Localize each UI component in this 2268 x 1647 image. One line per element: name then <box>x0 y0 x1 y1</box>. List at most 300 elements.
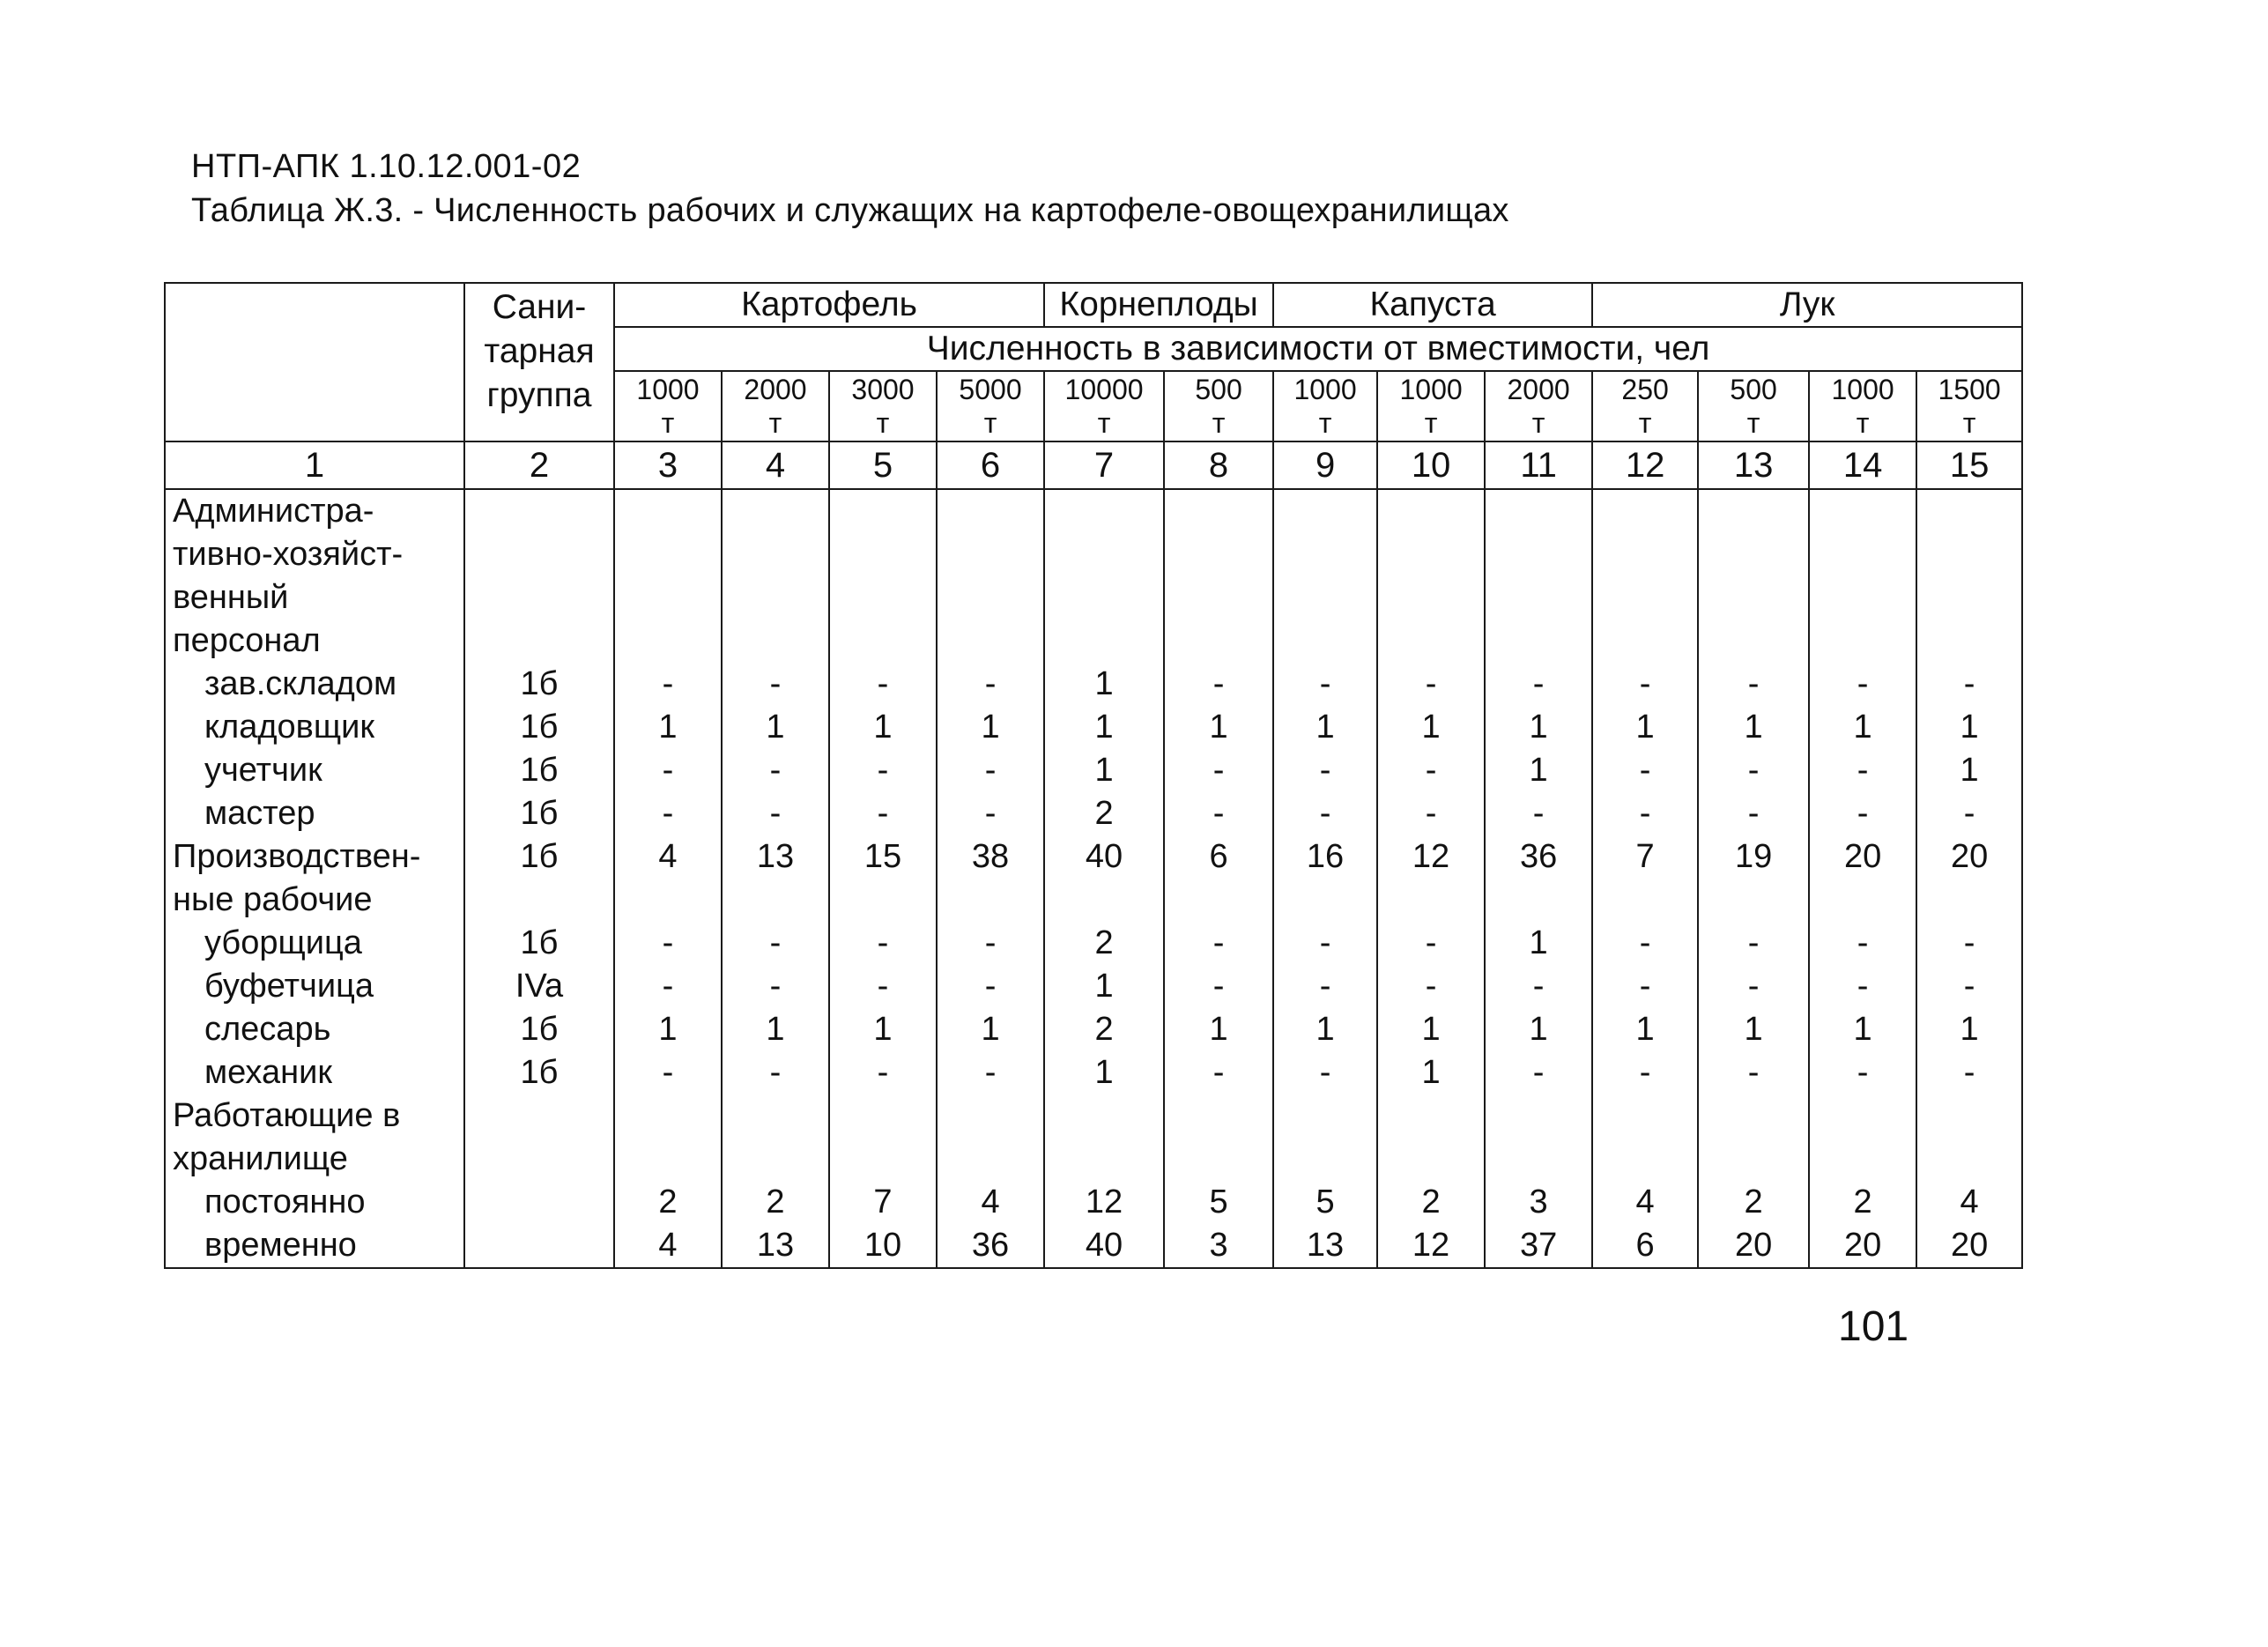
headcount-cell <box>937 879 1044 922</box>
capacity-header-cell <box>829 371 937 441</box>
headcount-cell: 15 <box>829 835 937 879</box>
headcount-cell: - <box>1698 749 1809 792</box>
headcount-cell: - <box>829 965 937 1008</box>
stub-header-cell <box>165 283 464 441</box>
headcount-cell: - <box>1377 922 1485 965</box>
headcount-cell <box>937 533 1044 576</box>
headcount-cell: 1 <box>1377 1008 1485 1051</box>
sanitary-group-cell: 1б <box>464 835 614 879</box>
table-row <box>165 835 2022 879</box>
headcount-cell: 7 <box>1592 835 1698 879</box>
headcount-cell <box>1916 533 2022 576</box>
headcount-cell <box>614 879 722 922</box>
headcount-cell: 38 <box>937 835 1044 879</box>
headcount-cell: - <box>1698 1051 1809 1094</box>
headcount-cell <box>1809 1138 1916 1181</box>
headcount-cell: 1 <box>722 706 829 749</box>
capacity-header-cell <box>1485 371 1592 441</box>
headcount-cell: - <box>937 965 1044 1008</box>
headcount-span-header: Численность в зависимости от вместимости, чел <box>614 327 2022 371</box>
headcount-cell <box>614 1138 722 1181</box>
column-number-cell: 9 <box>1273 441 1377 489</box>
headcount-cell: 4 <box>614 1224 722 1268</box>
headcount-cell: 4 <box>1592 1181 1698 1224</box>
headcount-cell: - <box>1809 749 1916 792</box>
row-label: тивно-хозяйст- <box>165 533 464 576</box>
headcount-cell: 10 <box>829 1224 937 1268</box>
headcount-cell: - <box>937 1051 1044 1094</box>
headcount-cell <box>1044 576 1164 619</box>
row-label: венный <box>165 576 464 619</box>
sanitary-group-cell <box>464 619 614 663</box>
column-number-cell: 13 <box>1698 441 1809 489</box>
headcount-cell: - <box>937 663 1044 706</box>
headcount-cell: - <box>722 922 829 965</box>
column-number-cell: 10 <box>1377 441 1485 489</box>
headcount-cell: - <box>1592 1051 1698 1094</box>
headcount-cell <box>1916 879 2022 922</box>
row-label: мастер <box>165 792 464 835</box>
headcount-cell <box>1377 879 1485 922</box>
headcount-cell <box>1044 1094 1164 1138</box>
headcount-cell <box>1164 489 1273 533</box>
headcount-cell: - <box>1164 792 1273 835</box>
headcount-cell: 1 <box>1044 706 1164 749</box>
table-row <box>165 922 2022 965</box>
headcount-cell: 16 <box>1273 835 1377 879</box>
table-row <box>165 1008 2022 1051</box>
headcount-cell: 20 <box>1916 1224 2022 1268</box>
table-row <box>165 1138 2022 1181</box>
headcount-cell: 7 <box>829 1181 937 1224</box>
headcount-cell <box>829 619 937 663</box>
headcount-cell: 13 <box>722 835 829 879</box>
headcount-cell <box>1809 489 1916 533</box>
headcount-cell <box>1698 489 1809 533</box>
headcount-cell <box>1273 533 1377 576</box>
sanitary-group-cell <box>464 576 614 619</box>
row-label: Производствен- <box>165 835 464 879</box>
capacity-header-cell <box>1164 371 1273 441</box>
headcount-cell: - <box>1164 1051 1273 1094</box>
headcount-cell: 1 <box>829 1008 937 1051</box>
headcount-cell: 20 <box>1809 1224 1916 1268</box>
table-title: Таблица Ж.3. - Численность рабочих и служащих на картофеле-овощехранилищах <box>191 192 1509 229</box>
column-number-cell: 5 <box>829 441 937 489</box>
column-number-cell: 1 <box>165 441 464 489</box>
capacity-header-cell <box>1044 371 1164 441</box>
headcount-cell: - <box>722 749 829 792</box>
headcount-cell <box>1592 489 1698 533</box>
sanitary-group-cell <box>464 1094 614 1138</box>
row-label: Работающие в <box>165 1094 464 1138</box>
headcount-cell <box>1485 576 1592 619</box>
headcount-cell: 2 <box>722 1181 829 1224</box>
headcount-cell: - <box>1377 792 1485 835</box>
headcount-cell: - <box>1916 792 2022 835</box>
headcount-cell <box>1592 533 1698 576</box>
headcount-cell: - <box>829 792 937 835</box>
headcount-cell: - <box>1273 922 1377 965</box>
capacity-header-cell <box>937 371 1044 441</box>
headcount-cell <box>829 1138 937 1181</box>
headcount-cell <box>1377 1138 1485 1181</box>
headcount-cell <box>1273 1094 1377 1138</box>
headcount-cell: - <box>1809 663 1916 706</box>
headcount-cell: - <box>1592 965 1698 1008</box>
headcount-cell: 20 <box>1916 835 2022 879</box>
headcount-cell <box>614 1094 722 1138</box>
headcount-cell <box>1592 879 1698 922</box>
headcount-cell: 1 <box>1044 1051 1164 1094</box>
headcount-cell: 1 <box>1916 706 2022 749</box>
headcount-cell: - <box>1916 965 2022 1008</box>
headcount-cell <box>1044 489 1164 533</box>
capacity-value: 2000 <box>1507 374 1570 405</box>
headcount-cell: 1 <box>1377 1051 1485 1094</box>
headcount-cell: 5 <box>1164 1181 1273 1224</box>
headcount-cell: 4 <box>1916 1181 2022 1224</box>
headcount-cell <box>829 879 937 922</box>
capacity-value: 1000 <box>636 374 700 405</box>
document-code: НТП-АПК 1.10.12.001-02 <box>191 148 582 185</box>
headcount-cell: 6 <box>1592 1224 1698 1268</box>
capacity-unit: т <box>1424 407 1438 439</box>
headcount-cell: 1 <box>1273 706 1377 749</box>
capacity-header-cell <box>1377 371 1485 441</box>
crop-group-potato: Картофель <box>614 283 1044 327</box>
headcount-cell <box>1698 879 1809 922</box>
headcount-cell <box>1164 1094 1273 1138</box>
headcount-cell: - <box>1164 922 1273 965</box>
table-row <box>165 1181 2022 1224</box>
headcount-cell: 1 <box>1698 1008 1809 1051</box>
headcount-cell <box>1044 879 1164 922</box>
headcount-cell: - <box>1698 792 1809 835</box>
headcount-cell: 2 <box>1809 1181 1916 1224</box>
headcount-cell <box>1916 1094 2022 1138</box>
headcount-cell <box>1485 1094 1592 1138</box>
headcount-cell: 1 <box>1164 706 1273 749</box>
capacity-value: 1000 <box>1831 374 1894 405</box>
headcount-cell: 1 <box>1273 1008 1377 1051</box>
headcount-cell <box>1592 1094 1698 1138</box>
sanitary-group-cell: IVa <box>464 965 614 1008</box>
headcount-cell: 36 <box>937 1224 1044 1268</box>
headcount-cell <box>1377 576 1485 619</box>
headcount-cell: - <box>722 1051 829 1094</box>
headcount-cell: - <box>1698 663 1809 706</box>
headcount-cell <box>937 1138 1044 1181</box>
headcount-cell <box>1164 879 1273 922</box>
headcount-cell <box>1698 533 1809 576</box>
capacity-header-cell <box>614 371 722 441</box>
headcount-cell: - <box>1273 749 1377 792</box>
headcount-cell <box>1916 619 2022 663</box>
table-row <box>165 1094 2022 1138</box>
sanitary-group-cell <box>464 879 614 922</box>
sanitary-group-cell: 1б <box>464 706 614 749</box>
row-label: ные рабочие <box>165 879 464 922</box>
headcount-cell <box>1485 879 1592 922</box>
headcount-cell: - <box>1592 792 1698 835</box>
sanitary-header-line: группа <box>486 376 592 414</box>
headcount-cell: - <box>1377 663 1485 706</box>
headcount-cell: 40 <box>1044 835 1164 879</box>
headcount-cell: 1 <box>1044 749 1164 792</box>
headcount-cell: - <box>829 922 937 965</box>
headcount-cell: - <box>1273 965 1377 1008</box>
column-number-cell: 15 <box>1916 441 2022 489</box>
row-label: временно <box>165 1224 464 1268</box>
row-label: постоянно <box>165 1181 464 1224</box>
headcount-cell <box>614 576 722 619</box>
row-label: Администра- <box>165 489 464 533</box>
headcount-cell <box>1916 576 2022 619</box>
table-row <box>165 1051 2022 1094</box>
headcount-cell <box>1044 1138 1164 1181</box>
headcount-cell: 3 <box>1485 1181 1592 1224</box>
headcount-cell <box>1044 533 1164 576</box>
headcount-cell: - <box>937 922 1044 965</box>
headcount-cell <box>1592 576 1698 619</box>
headcount-cell <box>1809 1094 1916 1138</box>
headcount-cell <box>1377 1094 1485 1138</box>
capacity-unit: т <box>1856 407 1870 439</box>
headcount-cell <box>722 1094 829 1138</box>
capacity-header-cell <box>1916 371 2022 441</box>
row-label: кладовщик <box>165 706 464 749</box>
headcount-cell: 4 <box>937 1181 1044 1224</box>
headcount-cell: - <box>1592 922 1698 965</box>
headcount-cell: 13 <box>1273 1224 1377 1268</box>
headcount-cell <box>1273 576 1377 619</box>
headcount-cell: - <box>1485 792 1592 835</box>
headcount-cell <box>937 576 1044 619</box>
headcount-cell: 36 <box>1485 835 1592 879</box>
headcount-cell: 3 <box>1164 1224 1273 1268</box>
headcount-cell: - <box>614 792 722 835</box>
capacity-header-cell <box>1273 371 1377 441</box>
headcount-cell: 1 <box>1916 1008 2022 1051</box>
headcount-cell: - <box>829 1051 937 1094</box>
headcount-cell: 1 <box>1044 965 1164 1008</box>
crop-group-onion: Лук <box>1592 283 2022 327</box>
headcount-cell: - <box>722 792 829 835</box>
headcount-cell <box>1273 879 1377 922</box>
row-label: зав.складом <box>165 663 464 706</box>
headcount-cell: - <box>1273 1051 1377 1094</box>
headcount-cell <box>1698 1138 1809 1181</box>
headcount-cell <box>614 619 722 663</box>
table-row <box>165 489 2022 533</box>
headcount-cell: - <box>937 792 1044 835</box>
capacity-header-cell <box>1592 371 1698 441</box>
column-number-cell: 4 <box>722 441 829 489</box>
capacity-unit: т <box>1746 407 1760 439</box>
headcount-cell <box>1273 619 1377 663</box>
table-row <box>165 792 2022 835</box>
sanitary-group-cell: 1б <box>464 663 614 706</box>
column-number-cell: 2 <box>464 441 614 489</box>
table-row <box>165 965 2022 1008</box>
headcount-cell <box>1809 619 1916 663</box>
headcount-cell: 1 <box>1164 1008 1273 1051</box>
capacity-header-cell <box>1809 371 1916 441</box>
headcount-cell: 1 <box>1592 706 1698 749</box>
headcount-cell: - <box>937 749 1044 792</box>
headcount-cell <box>1164 533 1273 576</box>
headcount-cell <box>1273 489 1377 533</box>
headcount-cell: 1 <box>1698 706 1809 749</box>
capacity-value: 5000 <box>959 374 1022 405</box>
headcount-cell <box>1916 1138 2022 1181</box>
sanitary-group-cell <box>464 1181 614 1224</box>
headcount-cell: 1 <box>1377 706 1485 749</box>
headcount-cell <box>1809 576 1916 619</box>
headcount-cell: - <box>1916 663 2022 706</box>
headcount-cell <box>1485 489 1592 533</box>
headcount-cell <box>722 1138 829 1181</box>
headcount-cell: - <box>1698 922 1809 965</box>
headcount-cell: - <box>1916 922 2022 965</box>
headcount-cell <box>1485 619 1592 663</box>
headcount-cell <box>829 533 937 576</box>
capacity-value: 1000 <box>1399 374 1463 405</box>
headcount-cell <box>614 489 722 533</box>
headcount-cell <box>1164 1138 1273 1181</box>
sanitary-header-line: Сани- <box>492 288 587 326</box>
headcount-cell: 2 <box>614 1181 722 1224</box>
column-number-cell: 14 <box>1809 441 1916 489</box>
capacity-value: 1000 <box>1293 374 1357 405</box>
sanitary-group-cell: 1б <box>464 749 614 792</box>
capacity-value: 2000 <box>744 374 807 405</box>
headcount-cell: 1 <box>1592 1008 1698 1051</box>
row-label: хранилище <box>165 1138 464 1181</box>
capacity-value: 250 <box>1621 374 1669 405</box>
column-number-cell: 7 <box>1044 441 1164 489</box>
row-label: буфетчица <box>165 965 464 1008</box>
headcount-cell <box>1377 619 1485 663</box>
headcount-cell: - <box>614 663 722 706</box>
headcount-cell <box>1698 619 1809 663</box>
row-label: персонал <box>165 619 464 663</box>
table-row <box>165 663 2022 706</box>
table-row <box>165 576 2022 619</box>
headcount-cell: 6 <box>1164 835 1273 879</box>
headcount-cell: - <box>1377 749 1485 792</box>
headcount-cell: - <box>1273 792 1377 835</box>
sanitary-group-cell: 1б <box>464 1051 614 1094</box>
headcount-cell: - <box>1164 749 1273 792</box>
headcount-cell <box>1698 1094 1809 1138</box>
capacity-unit: т <box>1962 407 1976 439</box>
headcount-cell: - <box>1809 922 1916 965</box>
row-label: слесарь <box>165 1008 464 1051</box>
capacity-value: 10000 <box>1064 374 1144 405</box>
headcount-cell <box>1164 576 1273 619</box>
headcount-cell: - <box>1698 965 1809 1008</box>
headcount-cell <box>1592 619 1698 663</box>
headcount-cell: 12 <box>1044 1181 1164 1224</box>
headcount-cell: - <box>1485 1051 1592 1094</box>
headcount-cell: - <box>614 749 722 792</box>
headcount-cell: - <box>1809 792 1916 835</box>
headcount-cell <box>722 533 829 576</box>
headcount-cell: 1 <box>1485 922 1592 965</box>
headcount-cell: - <box>1592 749 1698 792</box>
headcount-cell <box>1164 619 1273 663</box>
sanitary-group-cell <box>464 533 614 576</box>
headcount-cell: 1 <box>937 1008 1044 1051</box>
row-label: уборщица <box>165 922 464 965</box>
headcount-cell <box>829 576 937 619</box>
headcount-cell <box>1809 879 1916 922</box>
headcount-cell: 1 <box>937 706 1044 749</box>
page-number: 101 <box>1838 1303 1909 1350</box>
headcount-cell: 1 <box>1916 749 2022 792</box>
headcount-cell: - <box>1164 965 1273 1008</box>
column-number-cell: 12 <box>1592 441 1698 489</box>
headcount-cell: - <box>1164 663 1273 706</box>
capacity-value: 1500 <box>1938 374 2001 405</box>
capacity-unit: т <box>983 407 997 439</box>
table-row <box>165 879 2022 922</box>
headcount-cell: - <box>1592 663 1698 706</box>
headcount-cell <box>1809 533 1916 576</box>
table-row <box>165 706 2022 749</box>
headcount-cell <box>829 489 937 533</box>
headcount-cell <box>1916 489 2022 533</box>
capacity-unit: т <box>768 407 782 439</box>
capacity-unit: т <box>876 407 890 439</box>
headcount-cell: 1 <box>1044 663 1164 706</box>
sanitary-group-header <box>464 283 614 441</box>
headcount-cell <box>1377 533 1485 576</box>
sanitary-group-cell: 1б <box>464 922 614 965</box>
headcount-cell: - <box>1916 1051 2022 1094</box>
staff-table <box>164 282 2023 1269</box>
headcount-cell <box>937 1094 1044 1138</box>
headcount-cell <box>1377 489 1485 533</box>
sanitary-group-cell: 1б <box>464 792 614 835</box>
headcount-cell: 40 <box>1044 1224 1164 1268</box>
capacity-unit: т <box>1638 407 1652 439</box>
table-row <box>165 1224 2022 1268</box>
headcount-cell: 1 <box>614 706 722 749</box>
headcount-cell <box>614 533 722 576</box>
headcount-cell <box>937 619 1044 663</box>
headcount-cell: 4 <box>614 835 722 879</box>
headcount-cell <box>937 489 1044 533</box>
headcount-cell: 1 <box>829 706 937 749</box>
headcount-cell: 2 <box>1698 1181 1809 1224</box>
headcount-cell: 2 <box>1044 1008 1164 1051</box>
capacity-unit: т <box>661 407 675 439</box>
capacity-unit: т <box>1318 407 1332 439</box>
headcount-cell: - <box>1273 663 1377 706</box>
headcount-cell: 12 <box>1377 1224 1485 1268</box>
sanitary-group-cell <box>464 1224 614 1268</box>
headcount-cell: 37 <box>1485 1224 1592 1268</box>
headcount-cell <box>1485 1138 1592 1181</box>
crop-group-cabbage: Капуста <box>1273 283 1592 327</box>
headcount-cell <box>722 576 829 619</box>
headcount-cell: - <box>1485 965 1592 1008</box>
headcount-cell: 12 <box>1377 835 1485 879</box>
headcount-cell: 13 <box>722 1224 829 1268</box>
